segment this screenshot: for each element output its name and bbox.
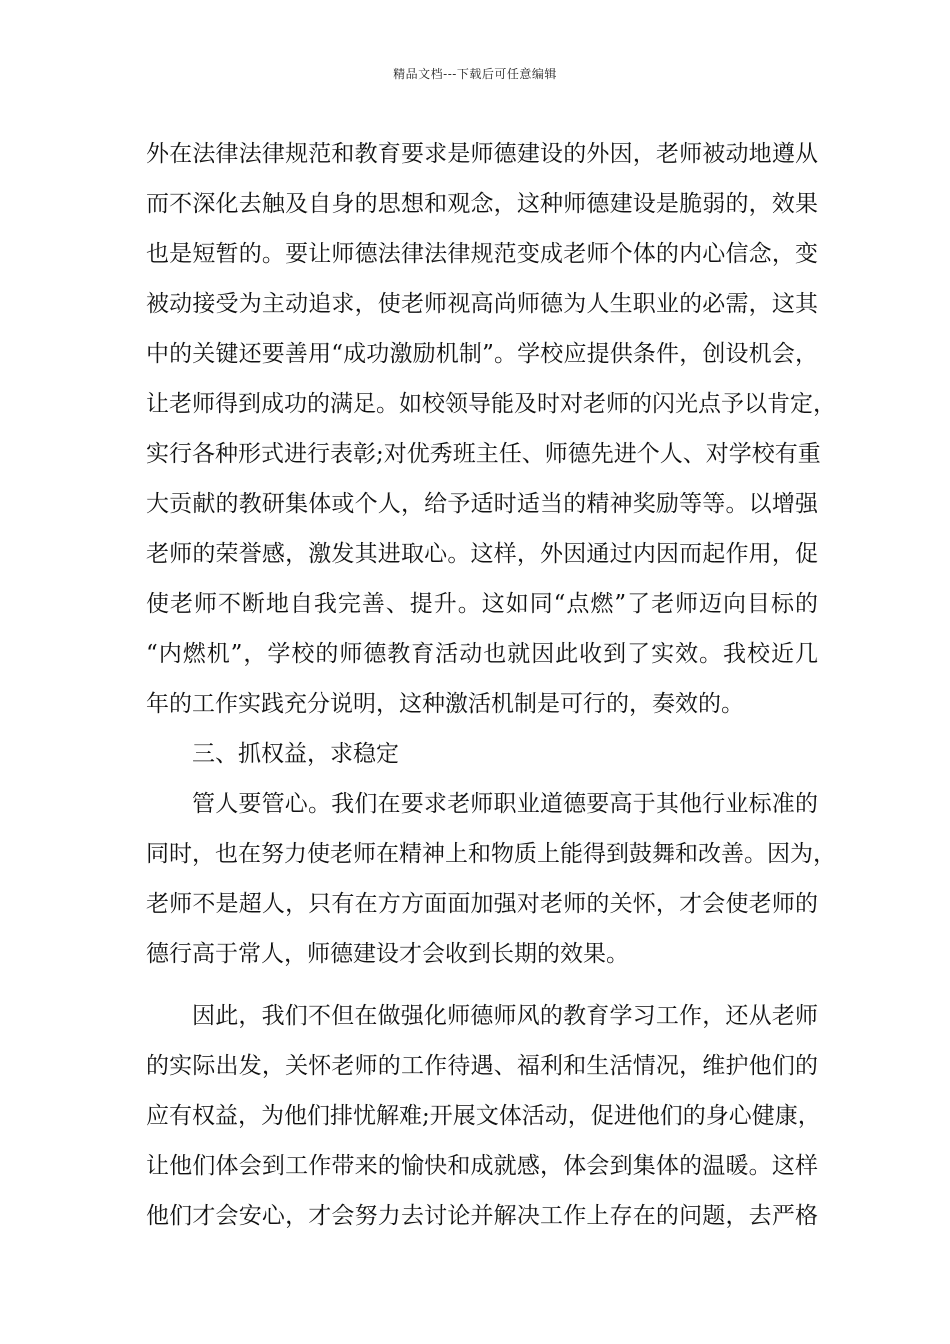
text-line: 的实际出发，关怀老师的工作待遇、福利和生活情况，维护他们的 bbox=[146, 1053, 818, 1079]
text-line: 实行各种形式进行表彰;对优秀班主任、师德先进个人、对学校有重 bbox=[146, 441, 821, 467]
text-line: 大贡献的教研集体或个人，给予适时适当的精神奖励等等。以增强 bbox=[146, 491, 818, 517]
text-line: 管人要管心。我们在要求老师职业道德要高于其他行业标准的 bbox=[192, 791, 818, 817]
text-line: 而不深化去触及自身的思想和观念，这种师德建设是脆弱的，效果 bbox=[146, 191, 818, 217]
text-line: 德行高于常人，师德建设才会收到长期的效果。 bbox=[146, 941, 629, 967]
text-line: 中的关键还要善用“成功激励机制”。学校应提供条件，创设机会， bbox=[146, 341, 818, 367]
text-line: 同时，也在努力使老师在精神上和物质上能得到鼓舞和改善。因为， bbox=[146, 841, 836, 867]
text-line: 老师的荣誉感，激发其进取心。这样，外因通过内因而起作用，促 bbox=[146, 541, 818, 567]
text-line: 老师不是超人，只有在方方面面加强对老师的关怀，才会使老师的 bbox=[146, 891, 818, 917]
section-heading: 三、抓权益，求稳定 bbox=[192, 741, 399, 767]
text-line: 外在法律法律规范和教育要求是师德建设的外因，老师被动地遵从 bbox=[146, 141, 818, 167]
text-line: 让他们体会到工作带来的愉快和成就感，体会到集体的温暖。这样 bbox=[146, 1153, 818, 1179]
document-body bbox=[146, 129, 836, 1241]
text-line: 使老师不断地自我完善、提升。这如同“点燃”了老师迈向目标的 bbox=[146, 591, 818, 617]
text-line: 他们才会安心，才会努力去讨论并解决工作上存在的问题，去严格 bbox=[146, 1203, 818, 1229]
text-line: 也是短暂的。要让师德法律法律规范变成老师个体的内心信念，变 bbox=[146, 241, 818, 267]
text-line: “内燃机”，学校的师德教育活动也就因此收到了实效。我校近几 bbox=[146, 641, 818, 667]
paragraph-gap bbox=[146, 979, 818, 991]
text-line: 让老师得到成功的满足。如校领导能及时对老师的闪光点予以肯定， bbox=[146, 391, 836, 417]
page-header: 精品文档---下载后可任意编辑 bbox=[393, 67, 557, 81]
text-line: 年的工作实践充分说明，这种激活机制是可行的，奏效的。 bbox=[146, 691, 744, 717]
text-line: 被动接受为主动追求，使老师视高尚师德为人生职业的必需，这其 bbox=[146, 291, 818, 317]
text-line: 因此，我们不但在做强化师德师风的教育学习工作，还从老师 bbox=[192, 1003, 818, 1029]
text-line: 应有权益，为他们排忧解难;开展文体活动，促进他们的身心健康， bbox=[146, 1103, 821, 1129]
